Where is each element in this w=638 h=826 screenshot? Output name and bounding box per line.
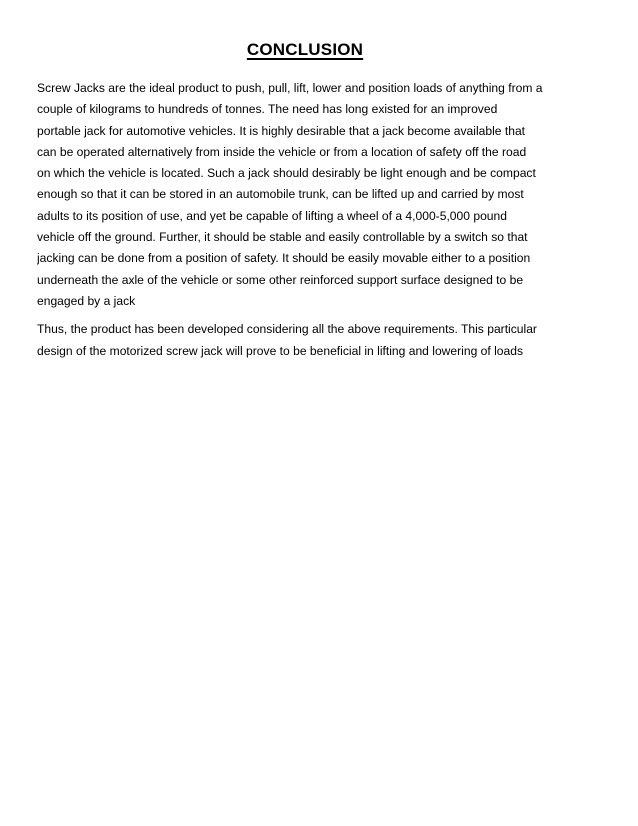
- paragraph-1: [37, 78, 603, 312]
- paragraph-spacer: [37, 312, 603, 319]
- text-line: can be operated alternatively from inside the vehicle or from a location of safety off the road: [37, 144, 527, 159]
- text-line: couple of kilograms to hundreds of tonnes. The need has long existed for an improved: [37, 102, 498, 117]
- text-line: Thus, the product has been developed considering all the above requirements. This particular: [37, 322, 537, 337]
- text-line: vehicle off the ground. Further, it should be stable and easily controllable by a switch so that: [37, 230, 528, 245]
- text-line: engaged by a jack: [37, 293, 136, 308]
- text-line: jacking can be done from a position of safety. It should be easily movable either to a position: [37, 251, 531, 266]
- text-line: enough so that it can be stored in an automobile trunk, can be lifted up and carried by most: [37, 187, 524, 202]
- text-line: on which the vehicle is located. Such a jack should desirably be light enough and be compact: [37, 166, 536, 181]
- text-line: portable jack for automotive vehicles. It is highly desirable that a jack become available that: [37, 123, 526, 138]
- text-line: Screw Jacks are the ideal product to push, pull, lift, lower and position loads of anything from a: [37, 81, 543, 95]
- text-line: design of the motorized screw jack will prove to be beneficial in lifting and lowering of loads: [37, 343, 524, 358]
- text-line: underneath the axle of the vehicle or some other reinforced support surface designed to be: [37, 272, 524, 287]
- conclusion-body: [37, 78, 603, 362]
- paragraph-2: [37, 319, 603, 362]
- page-title: CONCLUSION: [246, 40, 364, 59]
- text-line: adults to its position of use, and yet be capable of lifting a wheel of a 4,000-5,000 pound: [37, 208, 507, 223]
